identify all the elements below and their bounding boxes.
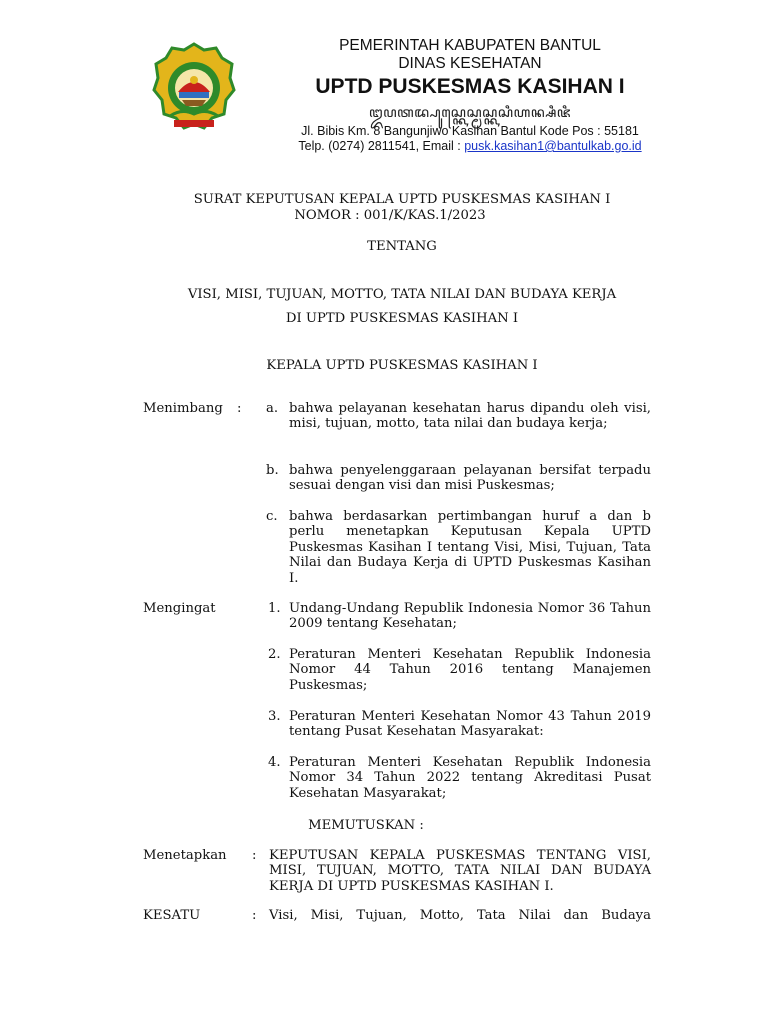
address: Jl. Bibis Km. 8 Bangunjiwo Kasihan Bantul Kode Pos : 55181 <box>301 124 639 138</box>
decree-title: SURAT KEPUTUSAN KEPALA UPTD PUSKESMAS KASIHAN I <box>193 192 611 207</box>
issuer-heading: KEPALA UPTD PUSKESMAS KASIHAN I <box>266 358 538 373</box>
kesatu-colon: : <box>252 908 257 923</box>
menetapkan-label: Menetapkan <box>143 848 227 863</box>
contact-prefix: Telp. (0274) 2811541, Email : <box>298 139 465 153</box>
letterhead <box>270 37 670 154</box>
department-name: DINAS KESEHATAN <box>398 55 542 72</box>
mengingat-3-text: Peraturan Menteri Kesehatan Nomor 43 Tahun 2019 tentang Pusat Kesehatan Masyarakat: <box>289 709 651 740</box>
tentang-heading: TENTANG <box>367 239 437 254</box>
mengingat-label: Mengingat <box>143 601 216 616</box>
menimbang-c-marker: c. <box>266 509 278 524</box>
mengingat-1-text: Undang-Undang Republik Indonesia Nomor 36 Tahun 2009 tentang Kesehatan; <box>289 601 651 632</box>
mengingat-3-marker: 3. <box>268 709 281 724</box>
menetapkan-colon: : <box>252 848 257 863</box>
government-name: PEMERINTAH KABUPATEN BANTUL <box>339 37 601 54</box>
institution-name: UPTD PUSKESMAS KASIHAN I <box>315 75 625 98</box>
memutuskan-heading: MEMUTUSKAN : <box>308 818 424 833</box>
menimbang-label: Menimbang <box>143 401 223 416</box>
contact-line <box>270 139 670 154</box>
mengingat-2-text: Peraturan Menteri Kesehatan Republik Indonesia Nomor 44 Tahun 2016 tentang Manajemen Puskesmas; <box>289 647 651 693</box>
email-link[interactable]: pusk.kasihan1@bantulkab.go.id <box>464 139 642 153</box>
mengingat-1-marker: 1. <box>268 601 281 616</box>
mengingat-2-marker: 2. <box>268 647 281 662</box>
kesatu-text: Visi, Misi, Tujuan, Motto, Tata Nilai dan Budaya <box>269 908 651 923</box>
menetapkan-text: KEPUTUSAN KEPALA PUSKESMAS TENTANG VISI, MISI, TUJUAN, MOTTO, TATA NILAI DAN BUDAYA KERJA DI UPTD PUSKESMAS KASIHAN I. <box>269 848 651 894</box>
bantul-regency-emblem <box>152 42 236 134</box>
menimbang-b-text: bahwa penyelenggaraan pelayanan bersifat terpadu sesuai dengan visi dan misi Puskesmas; <box>289 463 651 494</box>
menimbang-a-marker: a. <box>266 401 279 416</box>
javanese-script-name: ꦈꦥꦠꦢ꧀ꦥꦸꦱ꧀ꦏꦺꦱ꧀ꦩꦱ꧀ꦏꦱꦶꦲꦤ꧀ꦱꦶꦗꦶ <box>368 105 572 121</box>
kesatu-label: KESATU <box>143 908 201 923</box>
subject-line-2: DI UPTD PUSKESMAS KASIHAN I <box>285 311 519 326</box>
menimbang-c-text: bahwa berdasarkan pertimbangan huruf a dan b perlu menetapkan Keputusan Kepala UPTD Puskesmas Kasihan I tentang Visi, Misi, Tujuan, Tata Nilai dan Budaya Kerja di UPTD Puskesmas Kasihan I. <box>289 509 651 586</box>
menimbang-b-marker: b. <box>266 463 279 478</box>
decree-number: NOMOR : 001/K/KAS.1/2023 <box>294 208 486 223</box>
mengingat-4-marker: 4. <box>268 755 281 770</box>
mengingat-4-text: Peraturan Menteri Kesehatan Republik Indonesia Nomor 34 Tahun 2022 tentang Akreditasi Pusat Kesehatan Masyarakat; <box>289 755 651 801</box>
subject-line-1: VISI, MISI, TUJUAN, MOTTO, TATA NILAI DAN BUDAYA KERJA <box>187 287 617 302</box>
menimbang-a-text: bahwa pelayanan kesehatan harus dipandu oleh visi, misi, tujuan, motto, tata nilai dan budaya kerja; <box>289 401 651 432</box>
menimbang-colon: : <box>237 401 242 416</box>
